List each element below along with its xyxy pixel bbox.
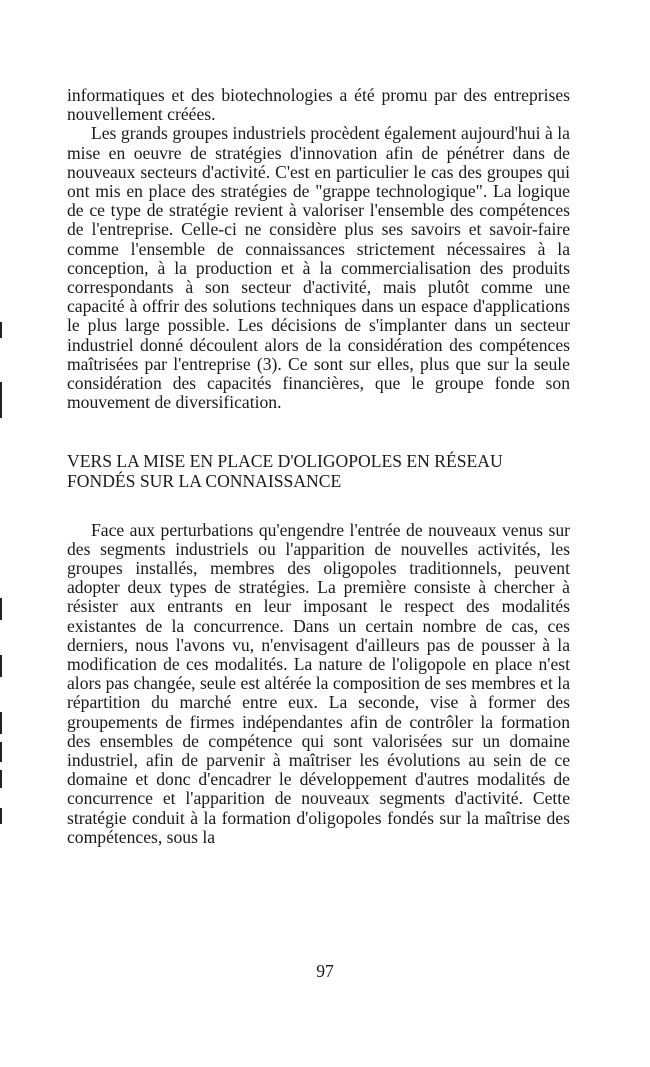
- margin-mark: [0, 770, 2, 788]
- paragraph-oligopoles: Face aux perturbations qu'engendre l'entrée de nouveaux venus sur des segments industriels ou l'apparition de nouvelles activités, les groupes installés, membres des oligopoles traditionnels, peuvent adopter deux types de stratégies. La première consiste à chercher à résister aux entrants en leur imposant le respect des modalités existantes de la concurrence. Dans un certain nombre de cas, ces derniers, nous l'avons vu, n'envisagent d'ailleurs pas de pousser à la modification de ces modalités. La nature de l'oligopole en place n'est alors pas changée, seule est altérée la composition de ses membres et la répartition du marché entre eux. La seconde, vise à former des groupements de firmes indépendantes afin de contrôler la formation des ensembles de compétence qui sont valorisées sur un domaine industriel, afin de parvenir à maîtriser les évolutions au sein de ce domaine et donc d'encadrer le développement d'autres modalités de concurrence et l'apparition de nouveaux segments d'activité. Cette stratégie conduit à la formation d'oligopoles fondés sur la maîtrise des compétences, sous la: [67, 519, 570, 847]
- paragraph-grappe-technologique: Les grands groupes industriels procèdent également aujourd'hui à la mise en oeuvre de stratégies d'innovation afin de pénétrer dans de nouveaux secteurs d'activité. C'est en particulier le cas des groupes qui ont mis en place des stratégies de "grappe technologique". La logique de ce type de stratégie revient à valoriser l'ensemble des compétences de l'entreprise. Celle-ci ne considère plus ses savoirs et savoir-faire comme l'ensemble de connaissances strictement nécessaires à la conception, à la production et à la commercialisation des produits correspondants à son secteur d'activité, mais plutôt comme une capacité à offrir des solutions techniques dans un espace d'applications le plus large possible. Les décisions de s'implanter dans un secteur industriel donné découlent alors de la considération des compétences maîtrisées par l'entreprise (3). Ce sont sur elles, plus que sur la seule considération des capacités financières, que le groupe fonde son mouvement de diversification.: [67, 123, 570, 413]
- page-number: 97: [316, 961, 334, 981]
- margin-mark: [0, 655, 2, 677]
- margin-mark: [0, 598, 2, 620]
- margin-mark: [0, 742, 2, 762]
- margin-mark: [0, 322, 2, 338]
- margin-mark: [0, 382, 2, 418]
- paragraph-continuation: informatiques et des biotechnologies a été promu par des entreprises nouvellement créées.: [67, 85, 570, 125]
- margin-marks: [0, 0, 3, 1067]
- section-heading: VERS LA MISE EN PLACE D'OLIGOPOLES EN RÉSEAU FONDÉS SUR LA CONNAISSANCE: [67, 451, 503, 492]
- margin-mark: [0, 808, 2, 824]
- margin-mark: [0, 712, 2, 734]
- document-page: [67, 86, 570, 847]
